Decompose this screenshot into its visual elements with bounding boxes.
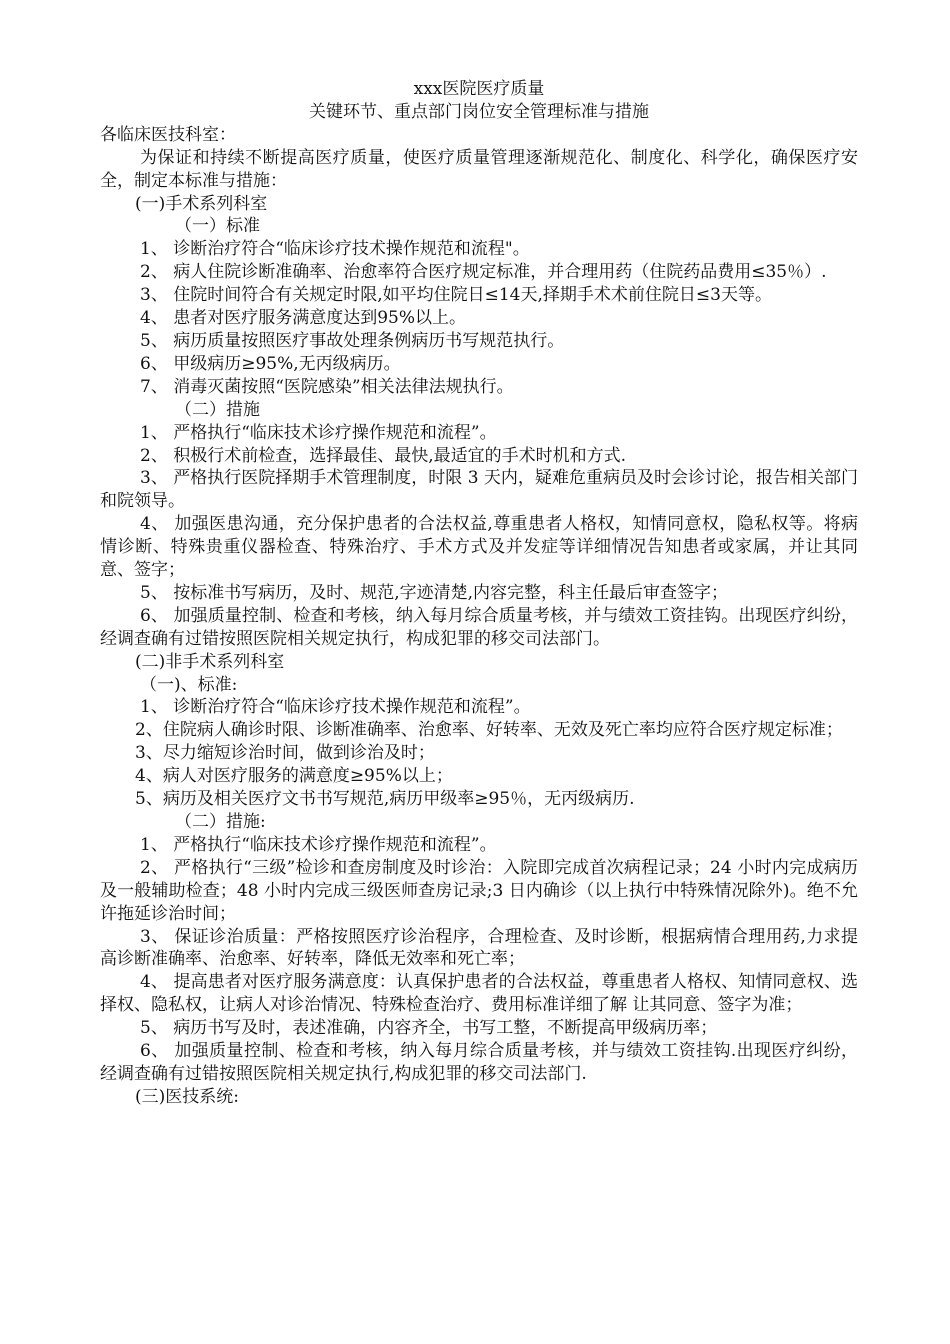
section-1-standard-item: 1、 诊断治疗符合“临床诊疗技术操作规范和流程"。 <box>140 239 530 260</box>
salutation: 各临床医技科室： <box>100 124 236 145</box>
section-1-measure-item: 3、 严格执行医院择期手术管理制度，时限 3 天内，疑难危重病员及时会诊讨论，报告相关部门和院领导。 <box>100 468 858 512</box>
section-2-standard-item: 5、病历及相关医疗文书书写规范,病历甲级率≥95％，无丙级病历. <box>135 789 635 810</box>
section-1-measure-item: 5、 按标准书写病历，及时、规范,字迹清楚,内容完整，科主任最后审查签字； <box>140 582 729 603</box>
section-2-measure-heading: （二）措施: <box>175 812 266 832</box>
section-1-standard-item: 6、 甲级病历≥95%,无丙级病历。 <box>140 353 401 374</box>
title-line-1: xxx医院医疗质量 <box>413 79 545 99</box>
section-1-heading: (一)手术系列科室 <box>135 193 268 214</box>
section-2-measure-item: 5、 病历书写及时，表述准确，内容齐全，书写工整，不断提高甲级病历率； <box>140 1018 718 1039</box>
intro-paragraph: 为保证和持续不断提高医疗质量，使医疗质量管理逐渐规范化、制度化、科学化，确保医疗安全，制定本标准与措施： <box>100 147 858 191</box>
section-2-standard-item: 2、住院病人确诊时限、诊断准确率、治愈率、好转率、无效及死亡率均应符合医疗规定标准； <box>135 720 843 741</box>
section-1-standard-item: 7、 消毒灭菌按照“医院感染”相关法律法规执行。 <box>140 376 514 397</box>
section-1-standard-item: 2、 病人住院诊断准确率、治愈率符合医疗规定标准，并合理用药（住院药品费用≤35％）. <box>140 262 827 283</box>
section-2-measure-item: 6、 加强质量控制、检查和考核，纳入每月综合质量考核，并与绩效工资挂钩.出现医疗纠纷，经调查确有过错按照医院相关规定执行,构成犯罪的移交司法部门. <box>100 1041 858 1084</box>
section-3-heading: (三)医技系统: <box>135 1086 239 1107</box>
section-2-standard-item: 4、病人对医疗服务的满意度≥95%以上； <box>135 766 453 787</box>
section-1-measure-heading: （二）措施 <box>175 399 260 420</box>
section-1-standard-heading: （一）标准 <box>175 216 260 237</box>
section-1-standard-item: 4、 患者对医疗服务满意度达到95%以上。 <box>140 308 467 329</box>
section-2-heading: (二)非手术系列科室 <box>135 651 285 672</box>
section-1-measure-item: 1、 严格执行“临床技术诊疗操作规范和流程”。 <box>140 422 497 443</box>
section-1-measure-item: 2、 积极行术前检查，选择最佳、最快,最适宜的手术时机和方式. <box>140 445 627 466</box>
section-2-measure-item: 3、 保证诊治质量：严格按照医疗诊治程序，合理检查、及时诊断，根据病情合理用药,力求提高诊断准确率、治愈率、好转率，降低无效率和死亡率； <box>100 926 858 970</box>
section-1-measure-item: 6、 加强质量控制、检查和考核，纳入每月综合质量考核，并与绩效工资挂钩。出现医疗纠纷，经调查确有过错按照医院相关规定执行，构成犯罪的移交司法部门。 <box>100 605 858 649</box>
section-2-measure-item: 1、 严格执行“临床技术诊疗操作规范和流程”。 <box>140 834 497 855</box>
section-1-standard-item: 3、 住院时间符合有关规定时限,如平均住院日≤14天,择期手术术前住院日≤3天等。 <box>140 285 772 306</box>
section-1-measure-item: 4、 加强医患沟通，充分保护患者的合法权益,尊重患者人格权，知情同意权，隐私权等。将病情诊断、特殊贵重仪器检查、特殊治疗、手术方式及并发症等详细情况告知患者或家属，并让其同意、签字； <box>100 514 858 581</box>
section-2-measure-item: 4、 提高患者对医疗服务满意度：认真保护患者的合法权益，尊重患者人格权、知情同意权、选择权、隐私权，让病人对诊治情况、特殊检查治疗、费用标准详细了解 让其同意、签字为准； <box>100 972 858 1016</box>
title-line-2: 关键环节、重点部门岗位安全管理标准与措施 <box>309 101 649 122</box>
section-2-standard-item: 1、 诊断治疗符合“临床诊疗技术操作规范和流程”。 <box>140 697 531 718</box>
section-1-standard-item: 5、 病历质量按照医疗事故处理条例病历书写规范执行。 <box>140 330 565 351</box>
section-2-measure-item: 2、 严格执行“三级”检诊和查房制度及时诊治：入院即完成首次病程记录；24 小时内完成病历及一般辅助检查；48 小时内完成三级医师查房记录;3 日内确诊（以上执行中特殊情况除外)。绝不允许拖延诊治时间； <box>100 857 858 924</box>
section-2-standard-item: 3、尽力缩短诊治时间，做到诊治及时； <box>135 743 435 764</box>
section-2-standard-heading: （一)、标准: <box>140 674 238 695</box>
